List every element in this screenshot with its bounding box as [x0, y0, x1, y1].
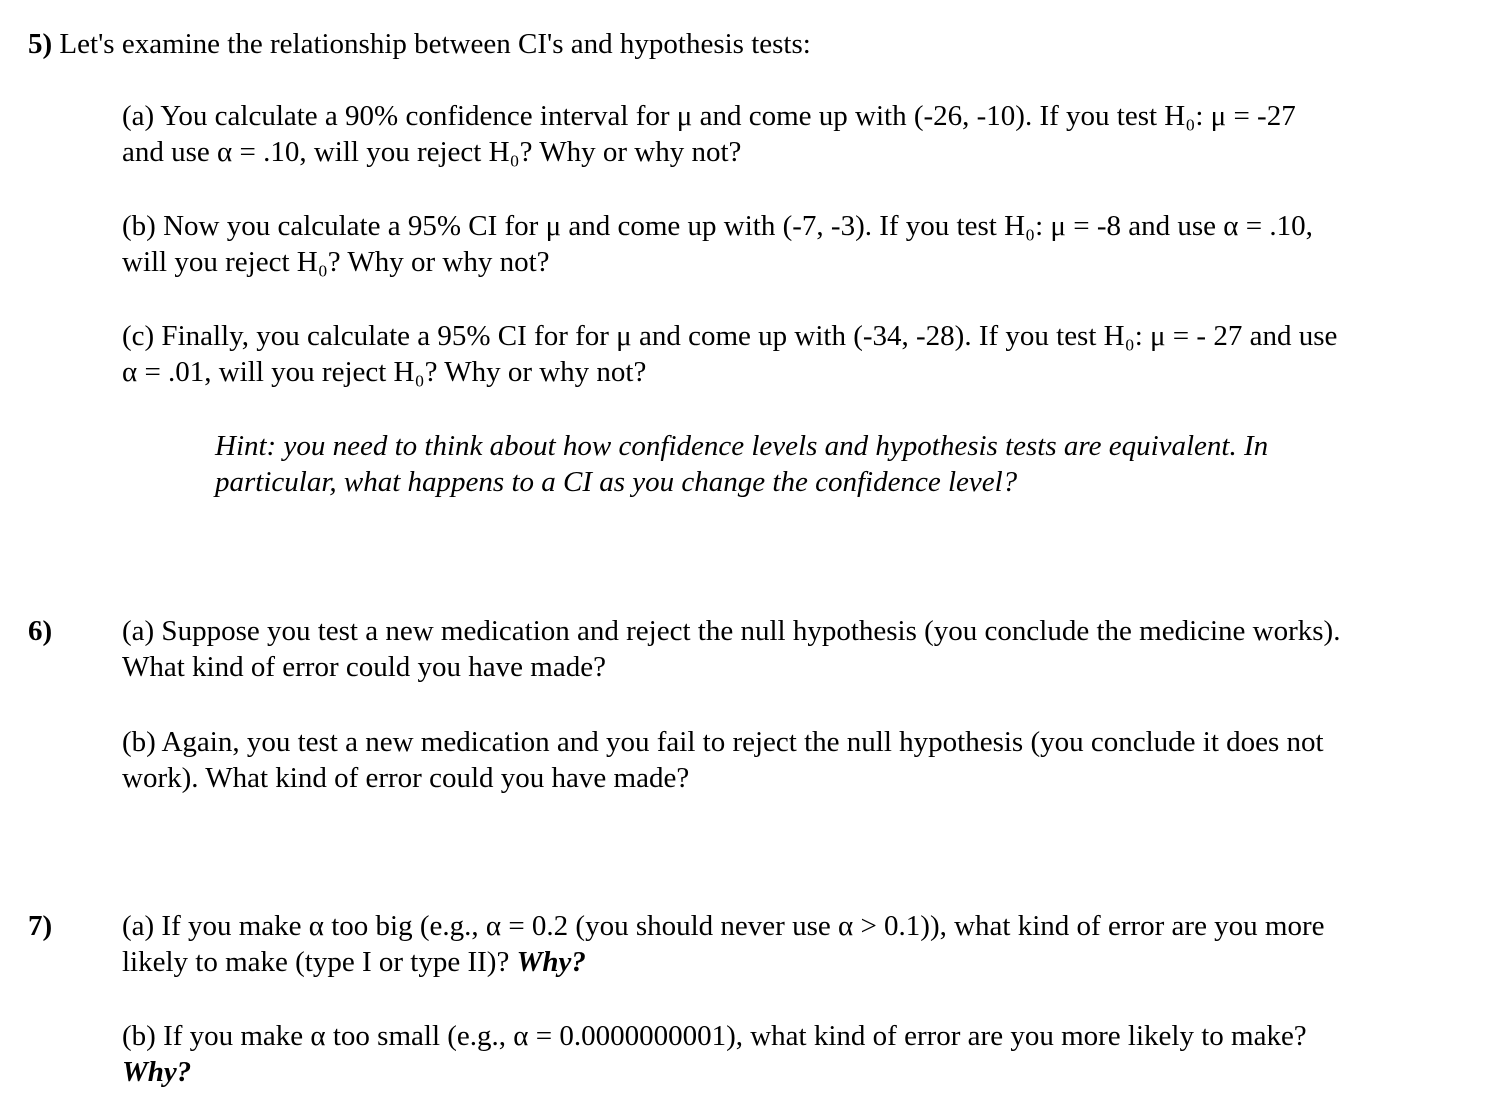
question-7b-line-2-wrap — [122, 1054, 1477, 1090]
question-7b-why: Why? — [122, 1056, 192, 1088]
question-5-number: 5) — [28, 28, 53, 60]
question-6a-line-1: (a) Suppose you test a new medication and reject the null hypothesis (you conclude the medicine works). — [122, 615, 1341, 647]
question-5-intro: Let's examine the relationship between CI's and hypothesis tests: — [59, 28, 811, 60]
question-6a-line-2: What kind of error could you have made? — [122, 651, 606, 683]
question-7-number: 7) — [28, 910, 53, 942]
question-5c-line-2: α = .01, will you reject H₀? Why or why not? — [122, 356, 647, 388]
question-6b-line-1: (b) Again, you test a new medication and you fail to reject the null hypothesis (you conclude it does not — [122, 726, 1324, 758]
question-6b-line-2: work). What kind of error could you have made? — [122, 762, 690, 794]
question-6a — [122, 613, 1477, 685]
question-6-number: 6) — [28, 615, 53, 647]
question-5a-line-1: (a) You calculate a 90% confidence interval for μ and come up with (-26, -10). If you test H₀: μ = -27 — [122, 100, 1296, 132]
question-5b-line-2: will you reject H₀? Why or why not? — [122, 246, 550, 278]
hint-line-1: Hint: you need to think about how confidence levels and hypothesis tests are equivalent. In — [215, 430, 1269, 462]
question-7a-why: Why? — [516, 946, 586, 978]
question-7b — [122, 1018, 1477, 1090]
question-7a-line-2-text: likely to make (type I or type II)? — [122, 946, 510, 978]
question-5-hint — [215, 428, 1445, 500]
question-5a-line-2: and use α = .10, will you reject H₀? Why or why not? — [122, 136, 742, 168]
question-5-heading — [28, 26, 811, 62]
question-7a — [122, 908, 1477, 980]
question-7a-line-2 — [122, 944, 1477, 980]
question-5c — [122, 318, 1477, 390]
question-6b — [122, 724, 1477, 796]
question-5c-line-1: (c) Finally, you calculate a 95% CI for for μ and come up with (-34, -28). If you test H₀: μ = - 27 and use — [122, 320, 1338, 352]
question-5b — [122, 208, 1477, 280]
question-5b-line-1: (b) Now you calculate a 95% CI for μ and come up with (-7, -3). If you test H₀: μ = -8 and use α = .10, — [122, 210, 1313, 242]
hint-line-2: particular, what happens to a CI as you change the confidence level? — [215, 466, 1018, 498]
question-5a — [122, 98, 1477, 170]
question-7b-line-1: (b) If you make α too small (e.g., α = 0.0000000001), what kind of error are you more likely to make? — [122, 1020, 1307, 1052]
question-7a-line-1: (a) If you make α too big (e.g., α = 0.2 (you should never use α > 0.1)), what kind of error are you more — [122, 910, 1325, 942]
